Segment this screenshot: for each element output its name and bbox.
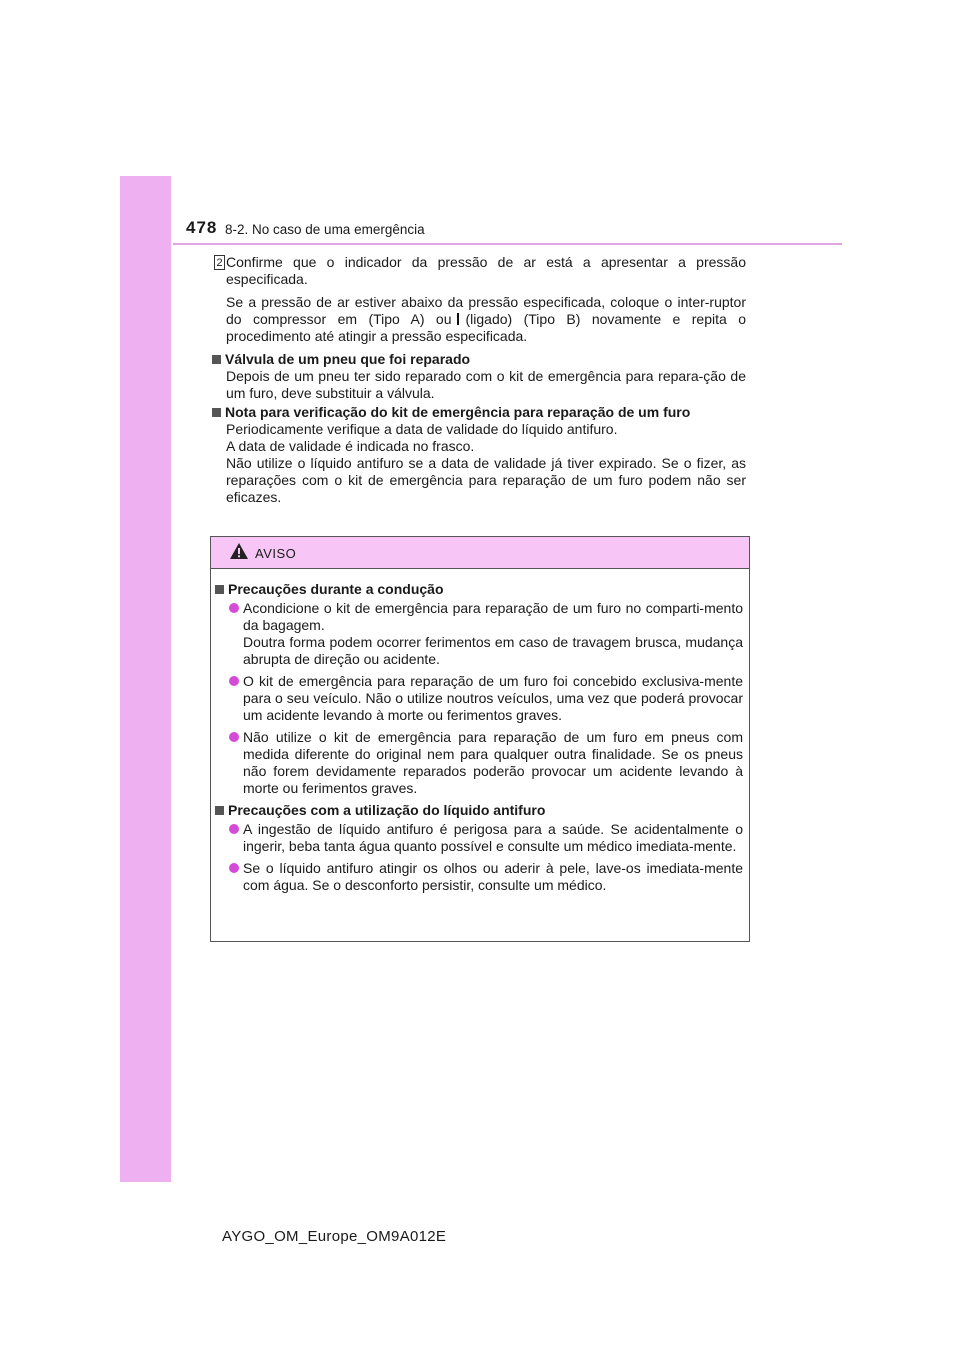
chapter-title: 8-2. No caso de uma emergência [225, 222, 425, 237]
round-bullet-icon [229, 676, 239, 686]
document-footer: AYGO_OM_Europe_OM9A012E [222, 1228, 447, 1245]
warning-triangle-icon [229, 542, 249, 560]
warning-label: AVISO [255, 546, 297, 561]
step-text: Confirme que o indicador da pressão de ar está a apresentar a pressão especificada. [226, 254, 746, 287]
page-number: 478 [186, 218, 218, 237]
section-heading: Válvula de um pneu que foi reparado [212, 351, 746, 368]
section-body: Periodicamente verifique a data de validade do líquido antifuro. A data de validade é indicada no frasco. Não utilize o líquido antifuro se a data de validade já tiver expirado. Se o fizer, as reparações com o kit de emergência para reparação de um furo podem não ser eficazes. [226, 421, 746, 505]
header-divider [173, 243, 842, 245]
warning-item: O kit de emergência para reparação de um furo foi concebido exclusiva-mente para o seu veículo. Não o utilize noutros veículos, uma vez que poderá provocar um acidente levando à morte ou ferimentos graves. [215, 673, 743, 724]
round-bullet-icon [229, 732, 239, 742]
round-bullet-icon [229, 603, 239, 613]
warning-content [211, 569, 749, 894]
warning-group-heading: Precauções durante a condução [215, 581, 743, 598]
section-valve [212, 351, 746, 402]
square-bullet-icon [212, 355, 221, 364]
warning-group-heading: Precauções com a utilização do líquido antifuro [215, 802, 743, 819]
warning-item: A ingestão de líquido antifuro é perigosa para a saúde. Se acidentalmente o ingerir, beba tanta água quanto possível e consulte um médico imediata-mente. [215, 821, 743, 855]
step-2 [212, 254, 746, 345]
square-bullet-icon [215, 585, 224, 594]
step-number-badge: 2 [214, 255, 225, 270]
warning-header [211, 537, 749, 569]
chapter-sidebar-tab [120, 176, 171, 1182]
warning-item: Se o líquido antifuro atingir os olhos ou aderir à pele, lave-os imediata-mente com água. Se o desconforto persistir, consulte um médico. [215, 860, 743, 894]
power-on-icon [457, 313, 459, 325]
section-kit-note [212, 404, 746, 506]
warning-box [210, 536, 750, 942]
section-heading: Nota para verificação do kit de emergência para reparação de um furo [212, 404, 746, 421]
square-bullet-icon [212, 408, 221, 417]
warning-item: Acondicione o kit de emergência para reparação de um furo no comparti-mento da bagagem. Doutra forma podem ocorrer ferimentos em caso de travagem brusca, mudança abrupta de direção ou acidente. [215, 600, 743, 668]
round-bullet-icon [229, 863, 239, 873]
step-detail: Se a pressão de ar estiver abaixo da pressão especificada, coloque o inter-ruptor do compressor em (Tipo A) ou (ligado) (Tipo B) novamente e repita o procedimento até atingir a pressão especificada. [226, 294, 746, 344]
warning-item: Não utilize o kit de emergência para reparação de um furo em pneus com medida diferente do original nem para qualquer outra finalidade. Se os pneus não forem devidamente reparados poderão provocar um acidente levando à morte ou ferimentos graves. [215, 729, 743, 797]
square-bullet-icon [215, 806, 224, 815]
round-bullet-icon [229, 824, 239, 834]
section-body: Depois de um pneu ter sido reparado com o kit de emergência para repara-ção de um furo, deve substituir a válvula. [226, 368, 746, 401]
main-content [212, 254, 746, 508]
